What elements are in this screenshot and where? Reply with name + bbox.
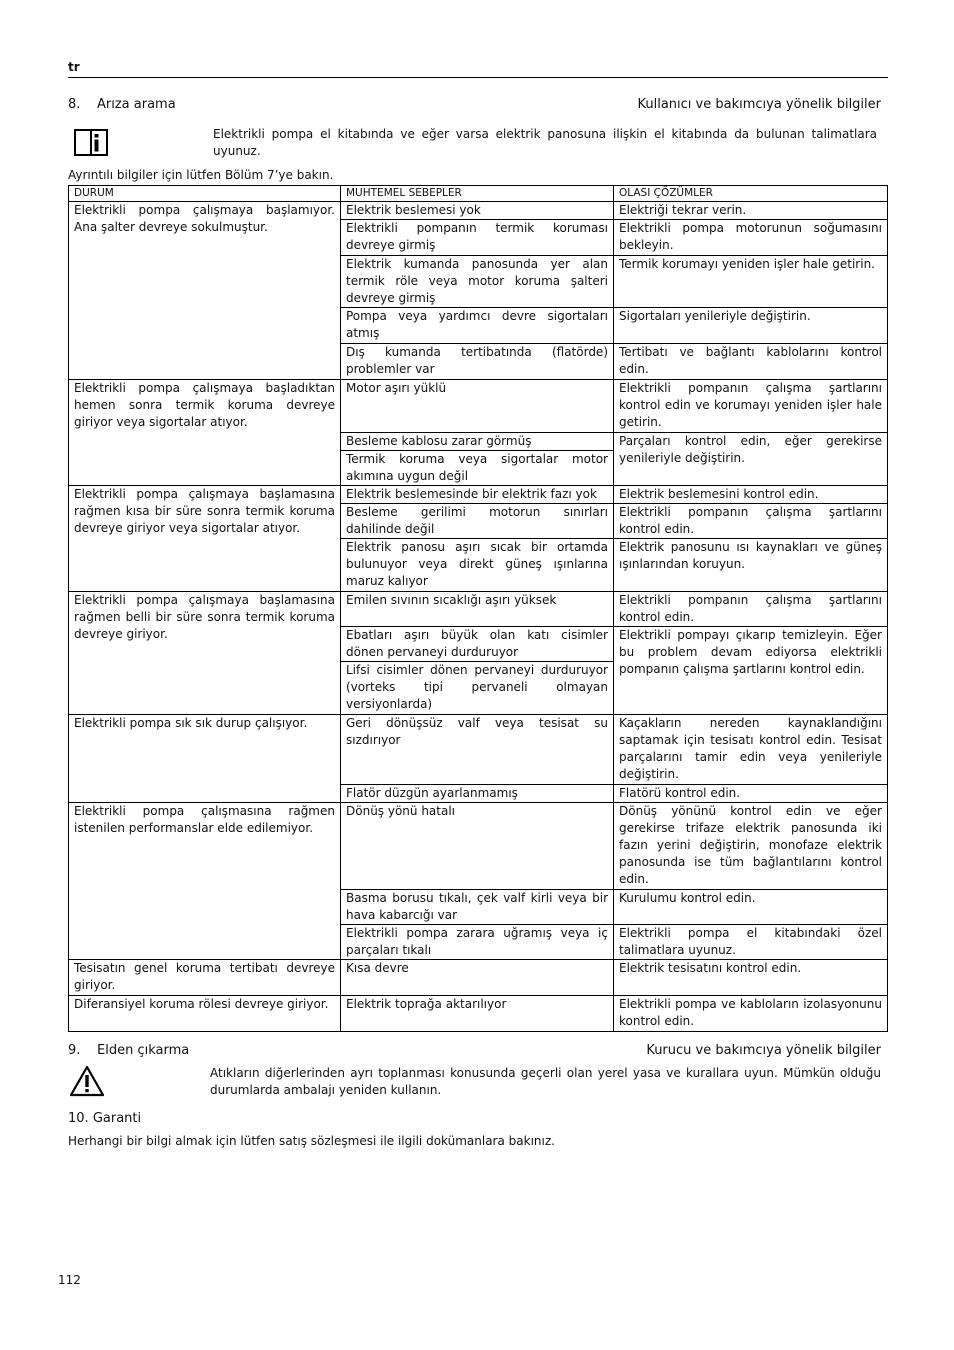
warning-icon [69, 1065, 105, 1097]
cause-cell: Termik koruma veya sigortalar motor akımına uygun değil [341, 451, 614, 486]
cause-cell: Dönüş yönü hatalı [341, 803, 614, 890]
section-10-title: Garanti [92, 1111, 142, 1126]
table-row [69, 803, 888, 890]
cause-cell: Ebatları aşırı büyük olan katı cisimler dönen pervaneyi durduruyor [341, 627, 614, 662]
table-row [69, 592, 888, 627]
section-8-heading [68, 97, 176, 112]
table-row [69, 996, 888, 1032]
section-10-heading [68, 1111, 141, 1126]
solution-cell: Elektrik beslemesini kontrol edin. [614, 486, 888, 504]
cause-cell: Basma borusu tıkalı, çek valf kirli veya bir hava kabarcığı var [341, 890, 614, 925]
header-solution: OLASI ÇÖZÜMLER [614, 186, 888, 202]
table-row [69, 960, 888, 996]
cause-cell: Kısa devre [341, 960, 614, 996]
cause-cell: Besleme kablosu zarar görmüş [341, 433, 614, 451]
language-code: tr [68, 60, 80, 74]
solution-cell: Elektrikli pompanın çalışma şartlarını kontrol edin. [614, 592, 888, 627]
section-10-text: Herhangi bir bilgi almak için lütfen satış sözleşmesi ile ilgili dokümanlara bakınız. [68, 1134, 555, 1148]
cause-cell: Lifsi cisimler dönen pervaneyi durduruyor (vorteks tipi pervaneli olmayan versiyonlarda) [341, 662, 614, 715]
solution-cell: Dönüş yönünü kontrol edin ve eğer gerekirse trifaze elektrik panosunda iki fazın yerini değiştirin, monofaze elektrik panosunda ise tüm bağlantılarını kontrol edin. [614, 803, 888, 890]
header-condition: DURUM [69, 186, 341, 202]
manual-info-icon [74, 127, 108, 157]
solution-cell: Flatörü kontrol edin. [614, 785, 888, 803]
cause-cell: Flatör düzgün ayarlanmamış [341, 785, 614, 803]
condition-cell: Tesisatın genel koruma tertibatı devreye giriyor. [69, 960, 341, 996]
solution-cell: Elektrikli pompa el kitabındaki özel talimatlara uyunuz. [614, 925, 888, 960]
solution-cell: Elektrikli pompa ve kabloların izolasyonunu kontrol edin. [614, 996, 888, 1032]
cause-cell: Elektrik beslemesi yok [341, 202, 614, 220]
solution-cell: Elektrikli pompanın çalışma şartlarını kontrol edin ve korumayı yeniden işler hale getirin. [614, 380, 888, 433]
section-8-audience: Kullanıcı ve bakımcıya yönelik bilgiler [637, 97, 881, 112]
cause-cell: Elektrik panosu aşırı sıcak bir ortamda bulunuyor veya direkt güneş ışınlarına maruz kalıyor [341, 539, 614, 592]
solution-cell: Sigortaları yenileriyle değiştirin. [614, 308, 888, 344]
cause-cell: Besleme gerilimi motorun sınırları dahilinde değil [341, 504, 614, 539]
table-row [69, 486, 888, 504]
section-10-number: 10. [68, 1111, 89, 1126]
page-number: 112 [58, 1273, 81, 1287]
section-8-reference: Ayrıntılı bilgiler için lütfen Bölüm 7’ye bakın. [68, 168, 334, 182]
solution-cell: Termik korumayı yeniden işler hale getirin. [614, 256, 888, 308]
solution-cell: Kaçakların nereden kaynaklandığını saptamak için tesisatı kontrol edin. Tesisat parçalarını tamir edin veya yenileriyle değiştirin. [614, 715, 888, 785]
table-row [69, 380, 888, 433]
table-row [69, 202, 888, 220]
cause-cell: Elektrik toprağa aktarılıyor [341, 996, 614, 1032]
section-9-note: Atıkların diğerlerinden ayrı toplanması konusunda geçerli olan yerel yasa ve kurallara uyun. Mümkün olduğu durumlarda ambalajı yeniden kullanın. [210, 1066, 881, 1097]
section-9-heading [68, 1043, 189, 1058]
condition-cell: Elektrikli pompa çalışmaya başladıktan hemen sonra termik koruma devreye giriyor veya sigortalar atıyor. [69, 380, 341, 486]
solution-cell: Tertibatı ve bağlantı kablolarını kontrol edin. [614, 344, 888, 380]
cause-cell: Elektrikli pompanın termik koruması devreye girmiş [341, 220, 614, 256]
cause-cell: Elektrikli pompa zarara uğramış veya iç parçaları tıkalı [341, 925, 614, 960]
solution-cell: Elektrikli pompa motorunun soğumasını bekleyin. [614, 220, 888, 256]
header-rule [68, 77, 888, 78]
solution-cell: Elektrikli pompayı çıkarıp temizleyin. Eğer bu problem devam ediyorsa elektrikli pompanın çalışma şartlarını kontrol edin. [614, 627, 888, 715]
cause-cell: Elektrik kumanda panosunda yer alan termik röle veya motor koruma şalteri devreye girmiş [341, 256, 614, 308]
solution-cell: Elektrikli pompanın çalışma şartlarını kontrol edin. [614, 504, 888, 539]
table-header-row [69, 186, 888, 202]
solution-cell: Kurulumu kontrol edin. [614, 890, 888, 925]
cause-cell: Pompa veya yardımcı devre sigortaları atmış [341, 308, 614, 344]
section-9-audience: Kurucu ve bakımcıya yönelik bilgiler [646, 1043, 881, 1058]
condition-cell: Elektrikli pompa çalışmaya başlamasına rağmen belli bir süre sonra termik koruma devreye giriyor. [69, 592, 341, 715]
condition-cell: Elektrikli pompa çalışmaya başlamasına rağmen kısa bir süre sonra termik koruma devreye giriyor veya sigortalar atıyor. [69, 486, 341, 592]
solution-cell: Elektrik panosunu ısı kaynakları ve güneş ışınlarından koruyun. [614, 539, 888, 592]
cause-cell: Elektrik beslemesinde bir elektrik fazı yok [341, 486, 614, 504]
section-8-note: Elektrikli pompa el kitabında ve eğer varsa elektrik panosuna ilişkin el kitabında da bulunan talimatlara uyunuz. [213, 127, 877, 158]
section-9-number: 9. [68, 1043, 81, 1058]
header-cause: MUHTEMEL SEBEPLER [341, 186, 614, 202]
table-row [69, 715, 888, 785]
cause-cell: Geri dönüşsüz valf veya tesisat su sızdırıyor [341, 715, 614, 785]
section-8-number: 8. [68, 97, 81, 112]
cause-cell: Dış kumanda tertibatında (flatörde) problemler var [341, 344, 614, 380]
solution-cell: Elektrik tesisatını kontrol edin. [614, 960, 888, 996]
section-8-title: Arıza arama [97, 97, 176, 112]
cause-cell: Motor aşırı yüklü [341, 380, 614, 433]
troubleshooting-table [68, 185, 888, 1032]
condition-cell: Diferansiyel koruma rölesi devreye giriyor. [69, 996, 341, 1032]
section-9-title: Elden çıkarma [97, 1043, 190, 1058]
condition-cell: Elektrikli pompa sık sık durup çalışıyor. [69, 715, 341, 803]
condition-cell: Elektrikli pompa çalışmasına rağmen istenilen performanslar elde edilemiyor. [69, 803, 341, 960]
solution-cell: Parçaları kontrol edin, eğer gerekirse yenileriyle değiştirin. [614, 433, 888, 486]
solution-cell: Elektriği tekrar verin. [614, 202, 888, 220]
cause-cell: Emilen sıvının sıcaklığı aşırı yüksek [341, 592, 614, 627]
condition-cell: Elektrikli pompa çalışmaya başlamıyor. Ana şalter devreye sokulmuştur. [69, 202, 341, 380]
